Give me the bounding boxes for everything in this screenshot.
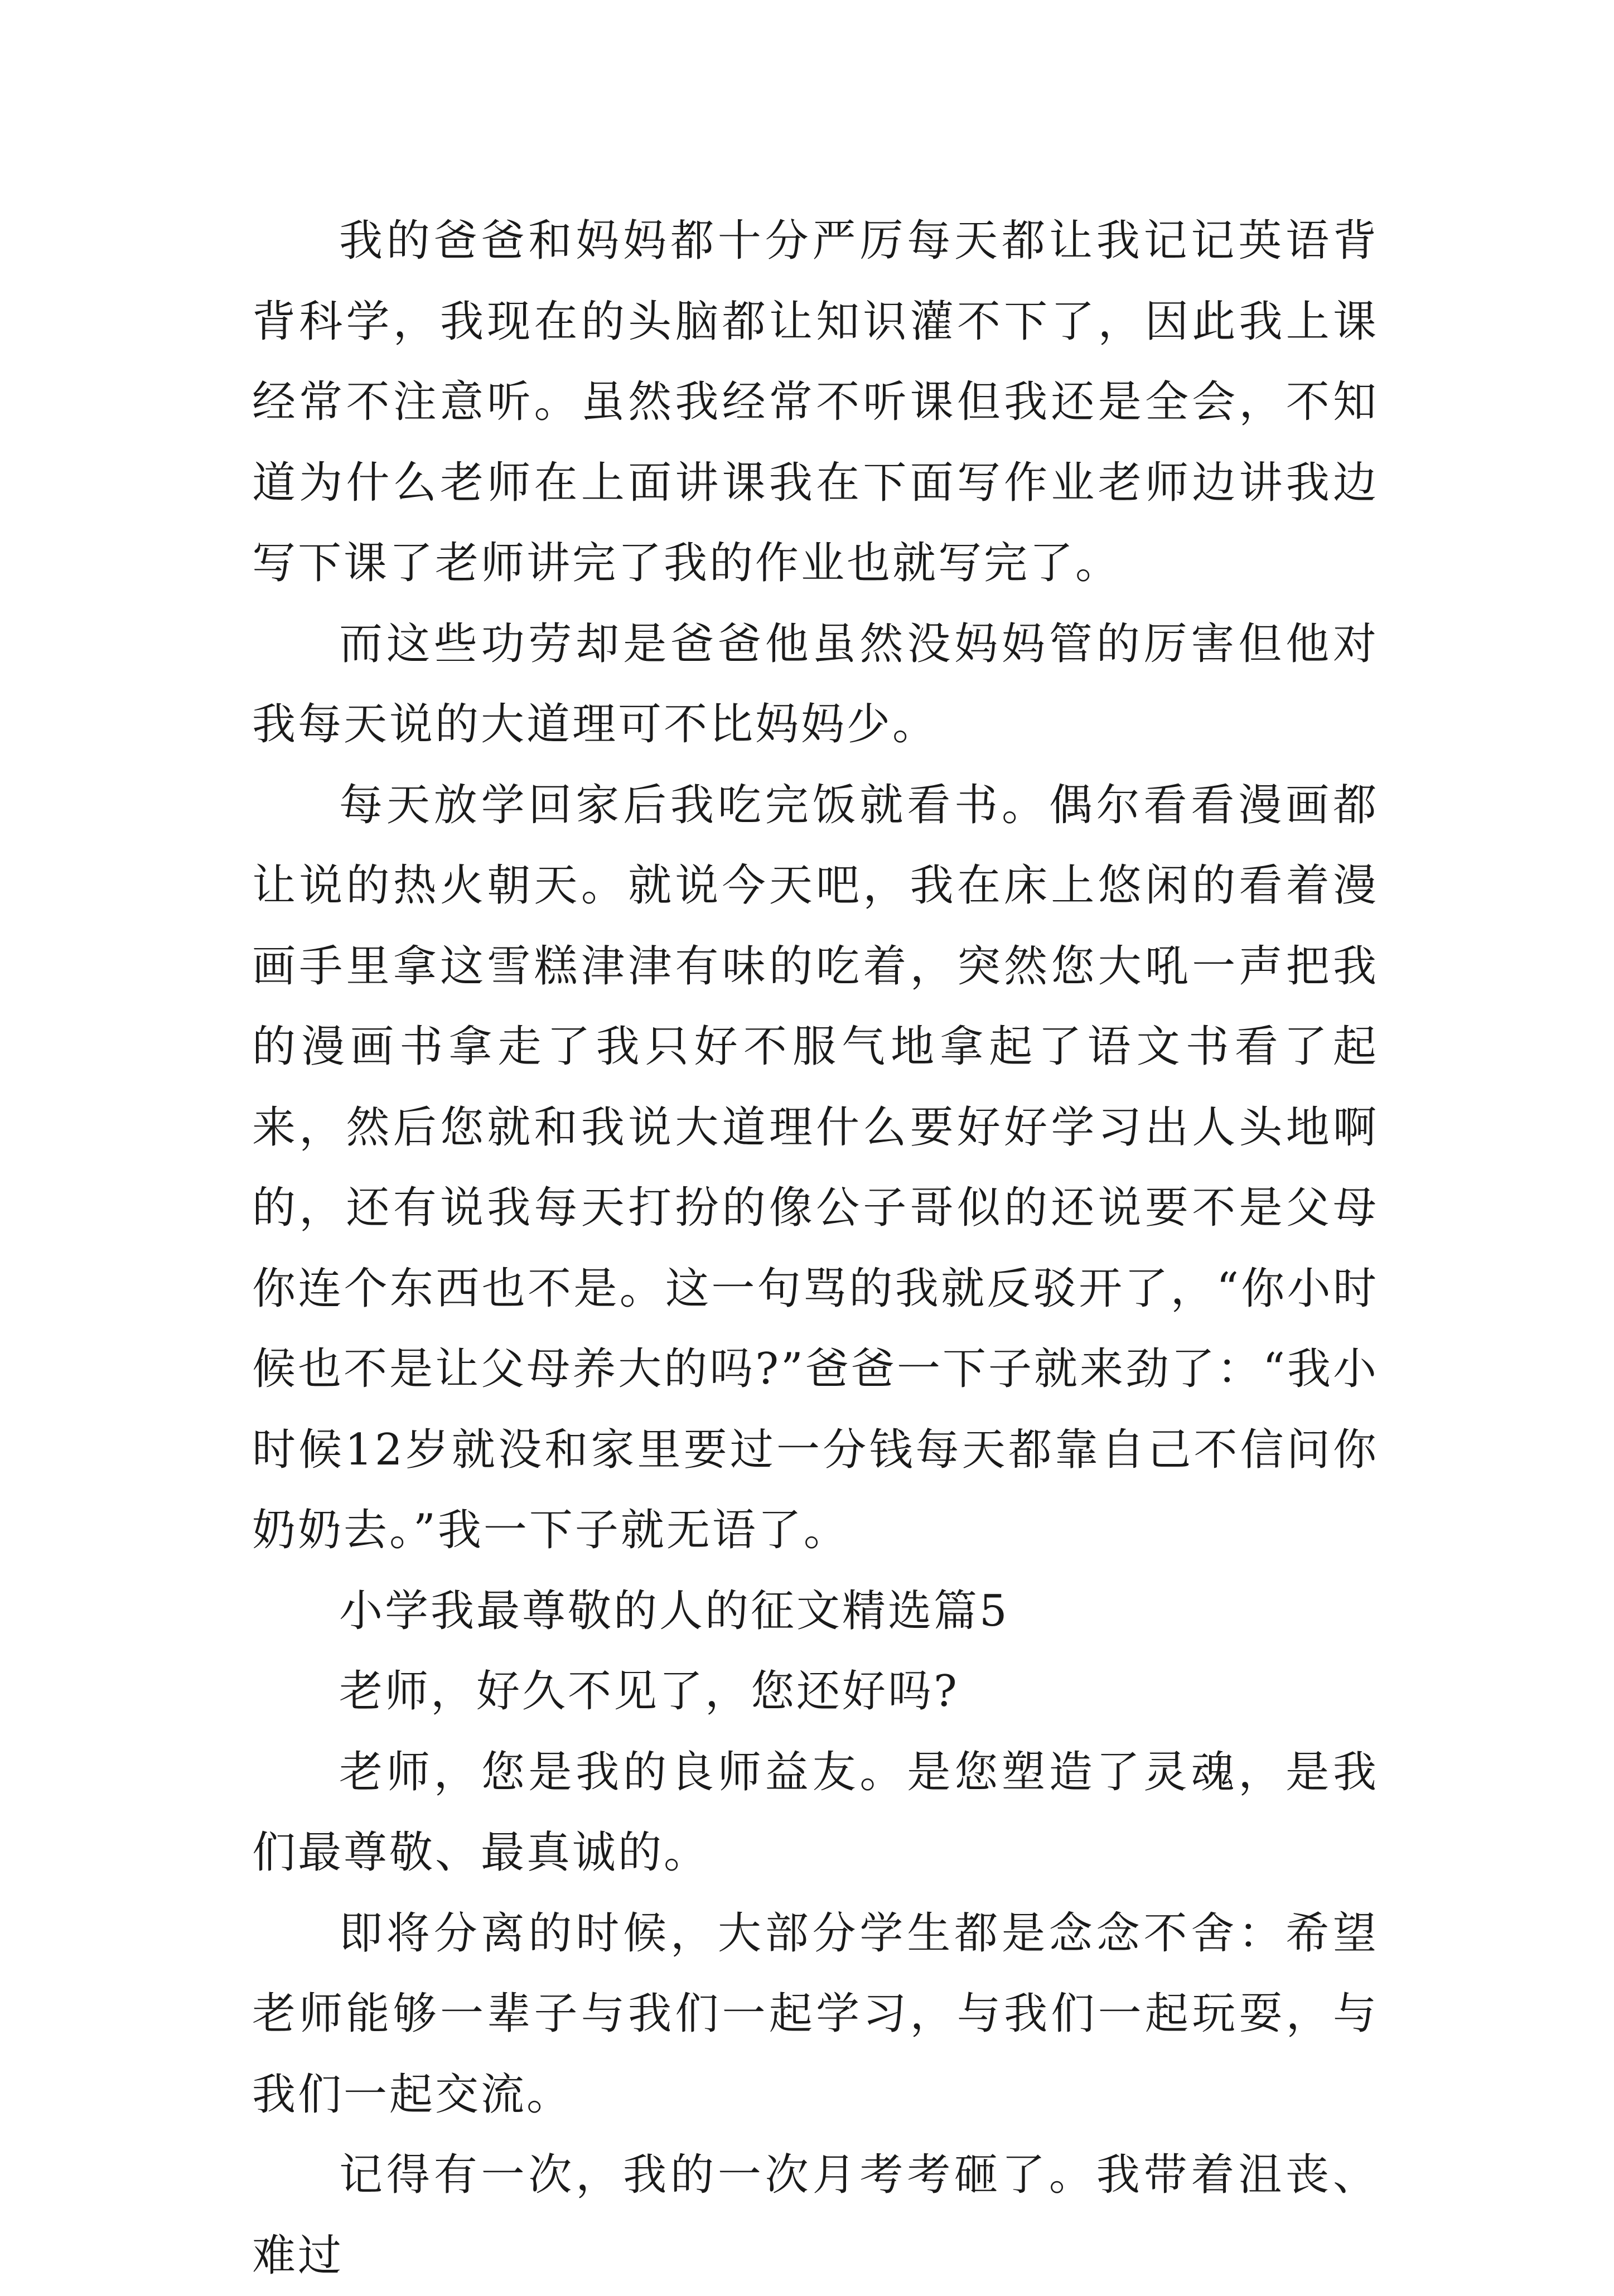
paragraph: 老师，好久不见了，您还好吗? [339,1666,959,1717]
section-heading: 小学我最尊敬的人的征文精选篇5 [339,1586,1009,1636]
paragraph: 我的爸爸和妈妈都十分严厉每天都让我记记英语背背科学，我现在的头脑都让知识灌不下了，因此我上课经常不注意听。虽然我经常不听课但我还是全会，不知道为什么老师在上面讲课我在下面写作业老师边讲我边写下课了老师讲完了我的作业也就写完了。 [252,216,1379,588]
document-body [252,201,1379,2296]
paragraph: 而这些功劳却是爸爸他虽然没妈妈管的厉害但他对我每天说的大道理可不比妈妈少。 [252,618,1379,750]
paragraph: 记得有一次，我的一次月考考砸了。我带着沮丧、难过 [252,2150,1379,2281]
paragraph: 每天放学回家后我吃完饭就看书。偶尔看看漫画都让说的热火朝天。就说今天吧，我在床上悠闲的看着漫画手里拿这雪糕津津有味的吃着，突然您大吼一声把我的漫画书拿走了我只好不服气地拿起了语文书看了起来，然后您就和我说大道理什么要好好学习出人头地啊的，还有说我每天打扮的像公子哥似的还说要不是父母你连个东西也不是。这一句骂的我就反驳开了，“你小时候也不是让父母养大的吗?”爸爸一下子就来劲了：“我小时候12岁就没和家里要过一分钱每天都靠自己不信问你奶奶去。”我一下子就无语了。 [252,780,1379,1555]
paragraph: 老师，您是我的良师益友。是您塑造了灵魂，是我们最尊敬、最真诚的。 [252,1747,1379,1878]
paragraph: 即将分离的时候，大部分学生都是念念不舍：希望老师能够一辈子与我们一起学习，与我们一起玩耍，与我们一起交流。 [252,1908,1379,2120]
